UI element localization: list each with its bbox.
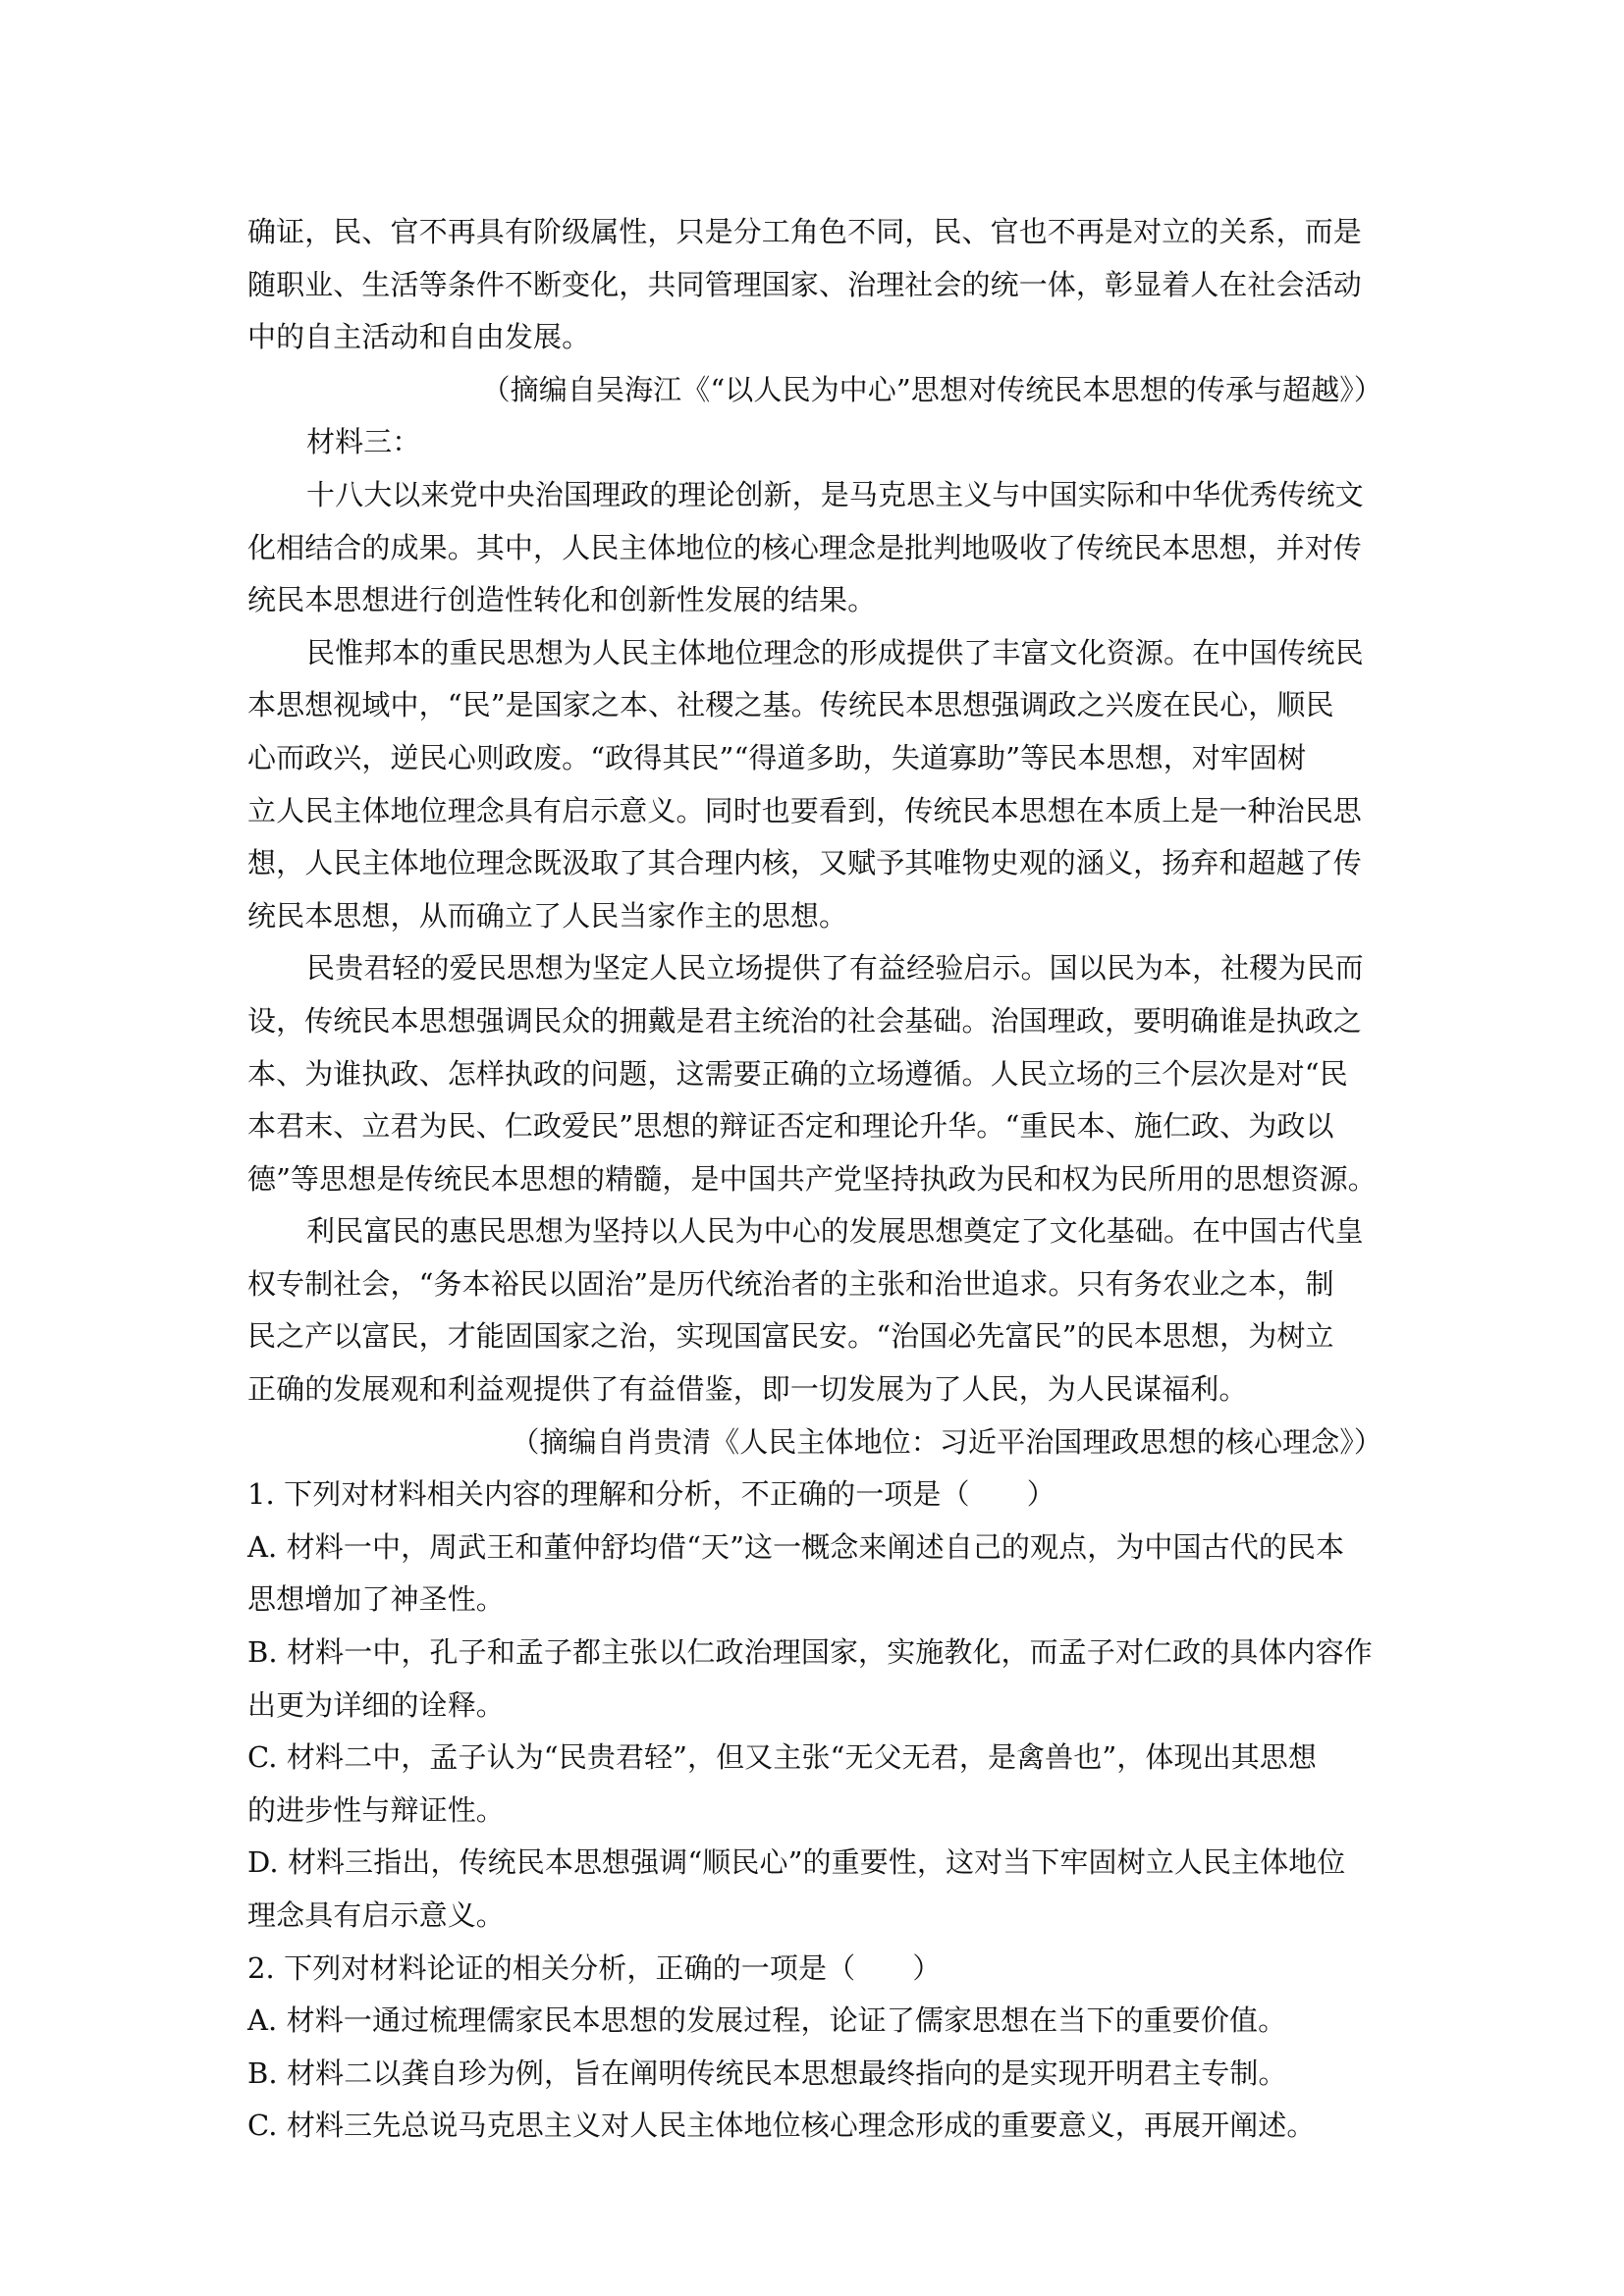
questions xyxy=(247,1468,1382,2153)
text-line: 利民富民的惠民思想为坚持以人民为中心的发展思想奠定了文化基础。在中国古代皇 xyxy=(306,1214,1364,1249)
text-line: 设，传统民本思想强调民众的拥戴是君主统治的社会基础。治国理政，要明确谁是执政之 xyxy=(247,1003,1362,1038)
text-line: 民之产以富民，才能固国家之治，实现国富民安。“治国必先富民”的民本思想，为树立 xyxy=(247,1319,1334,1354)
text-line: 民贵君轻的爱民思想为坚定人民立场提供了有益经验启示。国以民为本，社稷为民而 xyxy=(306,951,1364,986)
option-b-continued: 出更为详细的诠释。 xyxy=(247,1687,505,1722)
source-citation: （摘编自吴海江《“以人民为中心”思想对传统民本思想的传承与超越》） xyxy=(481,372,1382,406)
document-page xyxy=(247,206,1382,2153)
text-line: 民惟邦本的重民思想为人民主体地位理念的形成提供了丰富文化资源。在中国传统民 xyxy=(306,635,1364,669)
option-d: D. 材料三指出，传统民本思想强调“顺民心”的重要性，这对当下牢固树立人民主体地位 xyxy=(247,1845,1346,1880)
section-heading: 材料三： xyxy=(306,425,421,459)
text-line: 化相结合的成果。其中，人民主体地位的核心理念是批判地吸收了传统民本思想，并对传 xyxy=(247,530,1362,564)
text-line: 确证，民、官不再具有阶级属性，只是分工角色不同，民、官也不再是对立的关系，而是 xyxy=(247,215,1362,248)
option-b: B. 材料一中，孔子和孟子都主张以仁政治理国家，实施教化，而孟子对仁政的具体内容作 xyxy=(247,1635,1373,1670)
text-line: 想，人民主体地位理念既汲取了其合理内核，又赋予其唯物史观的涵义，扬弃和超越了传 xyxy=(247,846,1362,881)
text-line: 统民本思想进行创造性转化和创新性发展的结果。 xyxy=(247,583,877,617)
text-line: 德”等思想是传统民本思想的精髓，是中国共产党坚持执政为民和权为民所用的思想资源。 xyxy=(247,1161,1377,1196)
source-citation: （摘编自肖贵清《人民主体地位：习近平治国理政思想的核心理念》） xyxy=(511,1424,1382,1459)
option-d-continued: 理念具有启示意义。 xyxy=(247,1898,505,1932)
question-1: 1. 下列对材料相关内容的理解和分析，不正确的一项是（ ） xyxy=(247,1477,1056,1512)
option-c-continued: 的进步性与辩证性。 xyxy=(247,1792,505,1827)
text-line: 正确的发展观和利益观提供了有益借鉴，即一切发展为了人民，为人民谋福利。 xyxy=(247,1372,1248,1407)
question-2: 2. 下列对材料论证的相关分析，正确的一项是（ ） xyxy=(247,1950,942,1985)
text-line: 中的自主活动和自由发展。 xyxy=(247,320,591,354)
option-c: C. 材料二中，孟子认为“民贵君轻”，但又主张“无父无君，是禽兽也”，体现出其思想 xyxy=(247,1740,1317,1775)
text-line: 本君末、立君为民、仁政爱民”思想的辩证否定和理论升华。“重民本、施仁政、为政以 xyxy=(247,1109,1334,1144)
option-a: A. 材料一中，周武王和董仲舒均借“天”这一概念来阐述自己的观点，为中国古代的民本 xyxy=(247,1529,1345,1564)
text-line: 心而政兴，逆民心则政废。“政得其民”“得道多助，失道寡助”等民本思想，对牢固树 xyxy=(247,740,1307,774)
text-line: 立人民主体地位理念具有启示意义。同时也要看到，传统民本思想在本质上是一种治民思 xyxy=(247,793,1362,828)
option-c: C. 材料三先总说马克思主义对人民主体地位核心理念形成的重要意义，再展开阐述。 xyxy=(247,2109,1316,2143)
text-line: 随职业、生活等条件不断变化，共同管理国家、治理社会的统一体，彰显着人在社会活动 xyxy=(247,267,1362,301)
text-line: 权专制社会，“务本裕民以固治”是历代统治者的主张和治世追求。只有务农业之本，制 xyxy=(247,1266,1334,1301)
text-line: 统民本思想，从而确立了人民当家作主的思想。 xyxy=(247,898,848,933)
text-line: 本、为谁执政、怎样执政的问题，这需要正确的立场遵循。人民立场的三个层次是对“民 xyxy=(247,1056,1348,1091)
option-b: B. 材料二以龚自珍为例，旨在阐明传统民本思想最终指向的是实现开明君主专制。 xyxy=(247,2056,1287,2090)
option-a: A. 材料一通过梳理儒家民本思想的发展过程，论证了儒家思想在当下的重要价值。 xyxy=(247,2003,1287,2038)
option-a-continued: 思想增加了神圣性。 xyxy=(247,1582,505,1617)
text-line: 本思想视域中，“民”是国家之本、社稷之基。传统民本思想强调政之兴废在民心，顺民 xyxy=(247,688,1334,722)
text-line: 十八大以来党中央治国理政的理论创新，是马克思主义与中国实际和中华优秀传统文 xyxy=(306,477,1364,511)
